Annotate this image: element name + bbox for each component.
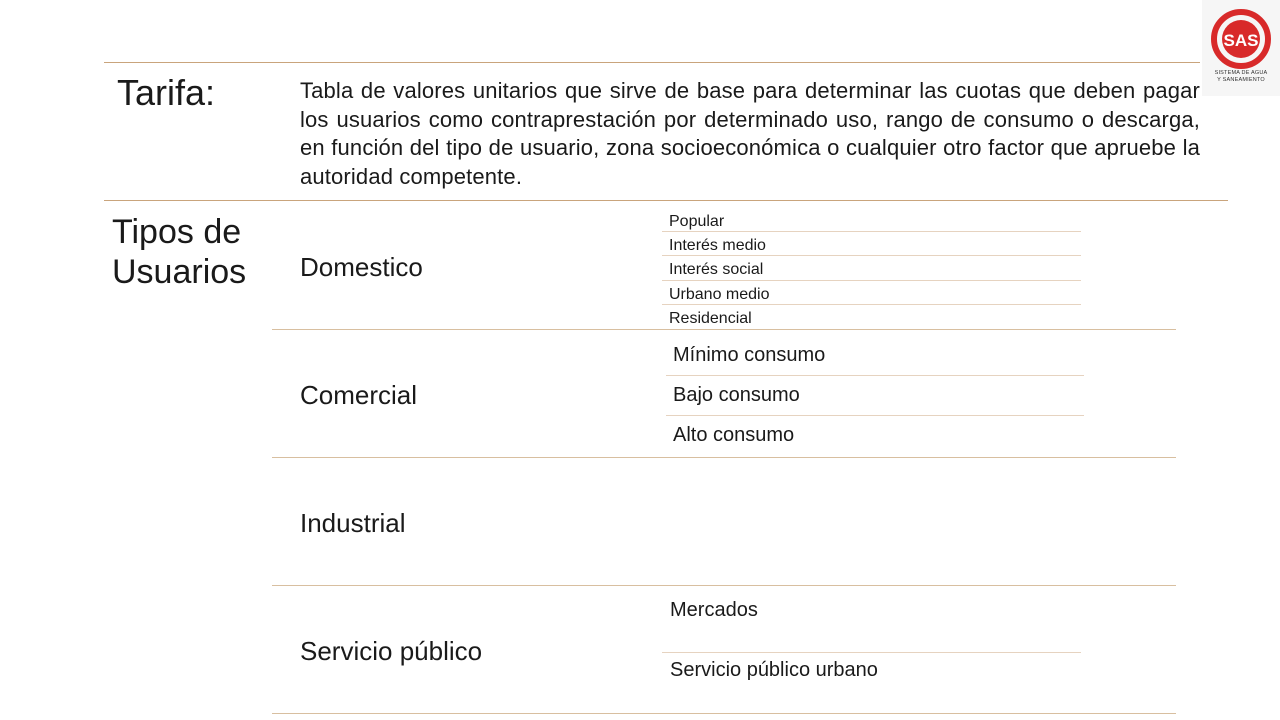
category-rule [272,585,1176,586]
subtype-residencial: Residencial [669,310,752,327]
subtype-divider [662,304,1081,305]
category-industrial: Industrial [300,508,406,538]
tarifa-definition: Tabla de valores unitarios que sirve de base para determinar las cuotas que deben pagar los usuarios como contraprestación por determinado uso, rango de consumo o descarga, en función del tipo de usuario, zona socioeconómica o cualquier otro factor que apruebe la autoridad competente. [300,78,1200,189]
subtype-alto-consumo: Alto consumo [673,424,795,446]
logo-caption [1202,70,1280,84]
subtype-divider [666,375,1084,376]
subtype-divider [662,231,1081,232]
category-rule [272,457,1176,458]
subtype-bajo-consumo: Bajo consumo [673,384,800,406]
category-comercial: Comercial [300,380,418,410]
subtype-popular: Popular [669,213,725,230]
subtype-divider [662,255,1081,256]
tarifa-label: Tarifa: [117,72,216,113]
subtype-minimo-consumo: Mínimo consumo [673,344,826,366]
logo-caption-line1: SISTEMA DE AGUA [1214,70,1268,76]
category-servicio-publico: Servicio público [300,636,483,666]
top-rule [104,62,1200,63]
logo-caption-line2: Y SANEAMIENTO [1217,77,1265,83]
sas-logo-mark [1210,8,1272,70]
tipos-label-text: Tipos de Usuarios [112,213,247,291]
subtype-divider [662,280,1081,281]
tipos-de-usuarios-label [112,212,262,292]
subtype-interes-medio: Interés medio [669,237,766,254]
category-domestico: Domestico [300,252,423,282]
category-rule [272,329,1176,330]
subtype-divider [666,415,1084,416]
category-rule [272,713,1176,714]
subtype-urbano-medio: Urbano medio [669,286,770,303]
sas-logo [1202,0,1280,96]
logo-text: SAS [1223,31,1259,50]
subtype-divider [662,652,1081,653]
subtype-mercados: Mercados [670,599,758,621]
subtype-servicio-publico-urbano: Servicio público urbano [670,659,878,681]
subtype-interes-social: Interés social [669,261,764,278]
section-rule [104,200,1228,201]
